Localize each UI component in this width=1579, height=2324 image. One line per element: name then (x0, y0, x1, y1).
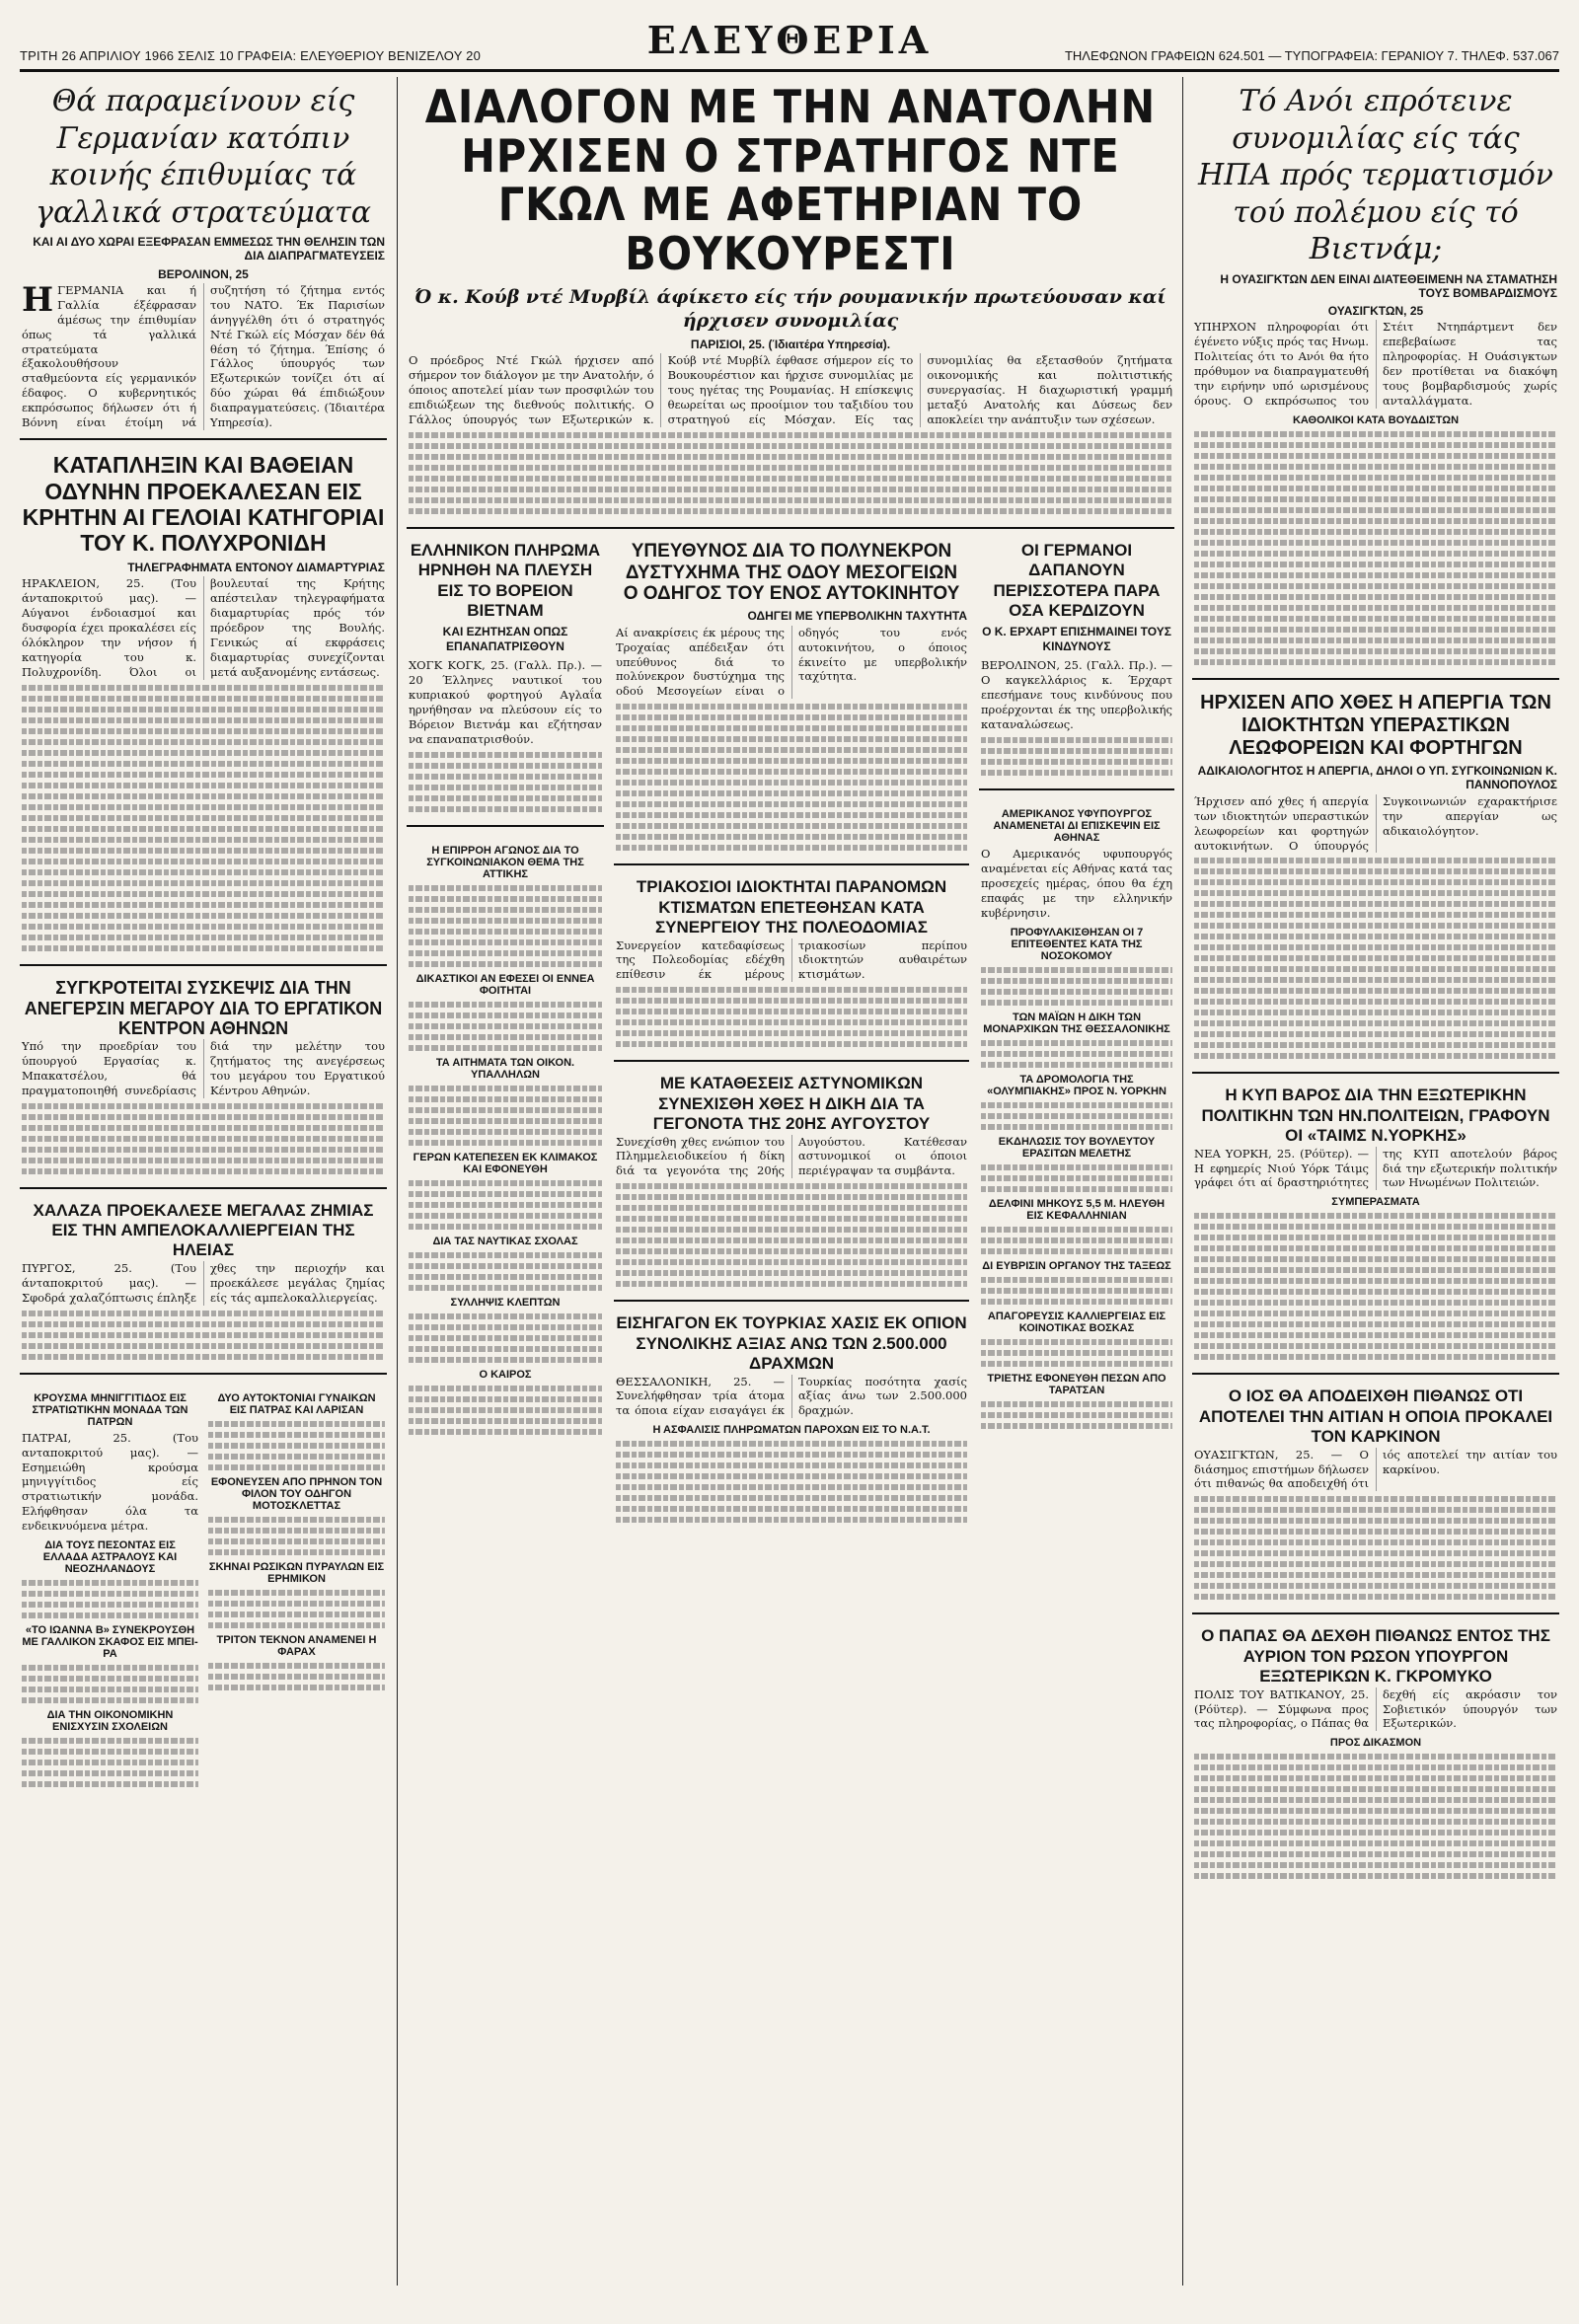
body-text: ΒΕΡΟΛΙΝΟΝ, 25. (Γαλλ. Πρ.). — Ο καγκελλάριος κ. Έρχαρτ επεσήμανε τους κινδύνους που προέρχονται έκ της υπερβολικής καταναλώσεως. (981, 658, 1172, 732)
brief-headline: ΓΕΡΩΝ ΚΑΤΕΠΕΣΕΝ ΕΚ ΚΛΙΜΑΚΟΣ ΚΑΙ ΕΦΟΝΕΥΘΗ (413, 1151, 598, 1175)
headline: ΟΙ ΓΕΡΜΑΝΟΙ ΔΑΠΑΝΟΥΝ ΠΕΡΙΣΣΟΤΕΡΑ ΠΑΡΑ ΟΣΑ ΚΕΡΔΙΖΟΥΝ (993, 540, 1161, 620)
column-right (1192, 77, 1559, 2286)
brief-headline: ΚΑΘΟΛΙΚΟΙ ΚΑΤΑ ΒΟΥΔΔΙΣΤΩΝ (1292, 413, 1460, 426)
minor-briefs-center (407, 833, 604, 1448)
headline: ΗΡΧΙΣΕΝ ΑΠΟ ΧΘΕΣ Η ΑΠΕΡΓΙΑ ΤΩΝ ΙΔΙΟΚΤΗΤΩΝ ΥΠΕΡΑΣΤΙΚΩΝ ΛΕΩΦΟΡΕΙΩΝ ΚΑΙ ΦΟΡΤΗΓΩΝ (1200, 691, 1551, 759)
headline: ΕΙΣΗΓΑΓΟΝ ΕΚ ΤΟΥΡΚΙΑΣ ΧΑΣΙΣ ΕΚ ΟΠΙΟΝ ΣΥΝΟΛΙΚΗΣ ΑΞΙΑΣ ΑΝΩ ΤΩΝ 2.500.000 ΔΡΑΧΜΩΝ (616, 1313, 967, 1374)
body-text: Υπό την προεδρίαν του ύπουργού Εργασίας κ. Μπακατσέλου, θά πραγματοποιηθή συνεδρίασις διά την μελέτην του ζητήματος της ανεγέρσεως του μεγάρου του Εργατικού Κέντρου Αθηνών. (22, 1038, 385, 1097)
brief-headline: Ο ΚΑΙΡΟΣ (479, 1368, 532, 1381)
center-lower (407, 535, 1174, 1542)
brief-headline: ΤΡΙΤΟΝ ΤΕΚΝΟΝ ΑΝΑΜΕΝΕΙ Η ΦΑΡΑΧ (216, 1633, 377, 1658)
article-germans-spending (979, 535, 1174, 790)
brief-headline: ΔΕΛΦΙΝΙ ΜΗΚΟΥΣ 5,5 Μ. ΗΛΕΥΘΗ ΕΙΣ ΚΕΦΑΛΛΗΝΙΑΝ (988, 1197, 1165, 1222)
dateline: ΒΕΡΟΛΙΝΟΝ, 25 (158, 266, 249, 281)
drop-cap: Η (22, 279, 54, 320)
newspaper-title: ΕΛΕΥΘΕΡΙΑ (646, 18, 933, 62)
article-mesogeion-accident (614, 535, 969, 866)
headline: Ο ΙΟΣ ΘΑ ΑΠΟΔΕΙΧΘΗ ΠΙΘΑΝΩΣ ΟΤΙ ΑΠΟΤΕΛΕΙ ΤΗΝ ΑΙΤΙΑΝ Η ΟΠΟΙΑ ΠΡΟΚΑΛΕΙ ΤΟΝ ΚΑΡΚΙΝΟΝ (1198, 1387, 1553, 1447)
article-pope-gromyko (1192, 1620, 1559, 1892)
center-wide-column (614, 535, 969, 1542)
headline: Ο ΠΑΠΑΣ ΘΑ ΔΕΧΘΗ ΠΙΘΑΝΩΣ ΕΝΤΟΣ ΤΗΣ ΑΥΡΙΟΝ ΤΟΝ ΡΩΣΟΝ ΥΠΟΥΡΓΟΝ ΕΞΩΤΕΡΙΚΩΝ Κ. ΓΚΡΟΜΥΚΟ (1201, 1626, 1550, 1687)
brief-headline: ΑΠΑΓΟΡΕΥΣΙΣ ΚΑΛΛΙΕΡΓΕΙΑΣ ΕΙΣ ΚΟΙΝΟΤΙΚΑΣ ΒΟΣΚΑΣ (987, 1310, 1166, 1334)
body-text: Ο πρόεδρος Ντέ Γκώλ ήρχισεν από σήμερον τον διάλογον με την Ανατολήν, ό όποιος αποτελεί μίαν των προσφιλών του επιδιώξεων της διεθνούς πολιτικής. Ο Γάλλος ύπουργός των Εξωτερικών κ. Κούβ ντέ Μυρβίλ έφθασε σήμερον είς το Βουκουρέστιον και ήρχισε συνομιλίας με τους ηγέτας της Ρουμανίας. Η επίσκεψις θεωρείται ως προοίμιον του ταξιδίου του στρατηγού είς Μόσχαν. Είς τας συνομιλίας θα εξετασθούν ζητήματα οικονομικής και πολιτιστικής συνεργασίας. Η διαχωριστική γραμμή μεταξύ Ανατολής και Δύσεως δεν αποκλείει την ανάπτυξιν των σχέσεων. (409, 353, 1172, 426)
newspaper-page (20, 16, 1559, 2286)
masthead (20, 16, 1559, 72)
brief-headline: ΠΡΟΦΥΛΑΚΙΣΘΗΣΑΝ ΟΙ 7 ΕΠΙΤΕΘΕΝΤΕΣ ΚΑΤΑ ΤΗΣ ΝΟΣΟΚΟΜΟΥ (1010, 926, 1144, 962)
brief-headline: ΑΜΕΡΙΚΑΝΟΣ ΥΦΥΠΟΥΡΓΟΣ ΑΝΑΜΕΝΕΤΑΙ ΔΙ ΕΠΙΣΚΕΨΙΝ ΕΙΣ ΑΘΗΝΑΣ (993, 808, 1161, 844)
body-text: ΘΕΣΣΑΛΟΝΙΚΗ, 25. — Συνελήφθησαν τρία άτομα τα όποια είχαν εισαγάγει έκ Τουρκίας ποσότητα χασίς αξίας άνω των 2.500.000 δραχμών. (616, 1374, 967, 1418)
headline: Η ΚΥΠ ΒΑΡΟΣ ΔΙΑ ΤΗΝ ΕΞΩΤΕΡΙΚΗΝ ΠΟΛΙΤΙΚΗΝ ΤΩΝ ΗΝ.ΠΟΛΙΤΕΙΩΝ, ΓΡΑΦΟΥΝ ΟΙ «ΤΑΙΜΣ Ν.ΥΟΡΚΗΣ» (1201, 1086, 1550, 1146)
column-center (407, 77, 1174, 2286)
body-text: ΠΟΛΙΣ ΤΟΥ ΒΑΤΙΚΑΝΟΥ, 25. (Ρόϋτερ). — Σύμφωνα προς τας πληροφορίας, ο Πάπας θα δεχθή είς ακρόασιν τον Σοβιετικόν ύπουργόν των Εξωτερικών. (1194, 1687, 1557, 1731)
body-text: ΥΠΗΡΧΟΝ πληροφορίαι ότι έγένετο νύξις πρός τας Ηνωμ. Πολιτείας ότι το Ανόι θα ήτο πρόθυμον να διαπραγματευθή την ειρήνην υπό ωρισμένους όρους. Ο εκπρόσωπος του Στέιτ Ντηπάρτμεντ δεν επεβεβαίωσε τας πληροφορίας. Η Ουάσιγκτων δεν προτίθεται να διακόψη τους βομβαρδισμούς χωρίς ανταλλάγματα. (1194, 320, 1557, 408)
minor-briefs-mid (979, 796, 1174, 1442)
article-cancer-virus (1192, 1381, 1559, 1614)
deck: ΤΗΛΕΓΡΑΦΗΜΑΤΑ ΕΝΤΟΝΟΥ ΔΙΑΜΑΡΤΥΡΙΑΣ (127, 560, 385, 574)
body-text: ΟΥΑΣΙΓΚΤΩΝ, 25. — Ο διάσημος επιστήμων δήλωσεν ότι πιθανώς θα αποδειχθή ότι ιός αποτελεί την αιτίαν του καρκίνου. (1194, 1447, 1557, 1491)
text-filler (22, 685, 385, 951)
body-text: ΝΕΑ ΥΟΡΚΗ, 25. (Ρόϋτερ). — Η εφημερίς Νιού Υόρκ Τάιμς γράφει ότι αί δραστηριότητες της ΚΥΠ αποτελούν βάρος διά την εξωτερικήν πολιτικήν των Ηνωμένων Πολιτειών. (1194, 1146, 1557, 1190)
article-illegal-buildings (614, 871, 969, 1062)
headline: ΜΕ ΚΑΤΑΘΕΣΕΙΣ ΑΣΤΥΝΟΜΙΚΩΝ ΣΥΝΕΧΙΣΘΗ ΧΘΕΣ Η ΔΙΚΗ ΔΙΑ ΤΑ ΓΕΓΟΝΟΤΑ ΤΗΣ 20ΗΣ ΑΥΓΟΥΣΤΟΥ (652, 1074, 931, 1134)
article-de-gaulle-lead (407, 77, 1174, 529)
brief-headline: ΔΥΟ ΑΥΤΟΚΤΟΝΙΑΙ ΓΥΝΑΙΚΩΝ ΕΙΣ ΠΑΤΡΑΣ ΚΑΙ ΛΑΡΙΣΑΝ (217, 1391, 376, 1416)
body-text: ΠΥΡΓΟΣ, 25. (Του άνταποκριτού μας). — Σφοδρά χαλαζόπτωσις έπληξε χθες την περιοχήν και προεκάλεσε μεγάλας ζημίας είς τάς αμπελοκαλλιεργείας. (22, 1260, 385, 1305)
headline: ΥΠΕΥΘΥΝΟΣ ΔΙΑ ΤΟ ΠΟΛΥΝΕΚΡΟΝ ΔΥΣΤΥΧΗΜΑ ΤΗΣ ΟΔΟΥ ΜΕΣΟΓΕΙΩΝ Ο ΟΔΗΓΟΣ ΤΟΥ ΕΝΟΣ ΑΥΤΟΚΙΝΗΤΟΥ (623, 540, 960, 605)
brief-headline: ΔΙ ΕΥΒΡΙΣΙΝ ΟΡΓΑΝΟΥ ΤΗΣ ΤΑΞΕΩΣ (982, 1259, 1171, 1272)
brief-headline: ΕΚΔΗΛΩΣΙΣ ΤΟΥ ΒΟΥΛΕΥΤΟΥ ΕΡΑΣΙΤΩΝ ΜΕΛΕΤΗΣ (998, 1135, 1156, 1160)
masthead-phone-line: ΤΗΛΕΦΩΝΟΝ ΓΡΑΦΕΙΩΝ 624.501 — ΤΥΠΟΓΡΑΦΕΙΑ: ΓΕΡΑΝΙΟΥ 7. ΤΗΛΕΦ. 537.067 (1064, 48, 1559, 63)
headline: ΕΛΛΗΝΙΚΟΝ ΠΛΗΡΩΜΑ ΗΡΝΗΘΗ ΝΑ ΠΛΕΥΣΗ ΕΙΣ ΤΟ ΒΟΡΕΙΟΝ ΒΙΕΤΝΑΜ (410, 540, 601, 620)
article-aug-20-trial (614, 1068, 969, 1302)
text-filler (22, 1311, 385, 1360)
masthead-date-line: ΤΡΙΤΗ 26 ΑΠΡΙΛΙΟΥ 1966 ΣΕΛΙΣ 10 ΓΡΑΦΕΙΑ: ΕΛΕΥΘΕΡΙΟΥ ΒΕΝΙΖΕΛΟΥ 20 (20, 48, 481, 63)
deck: Ο Κ. ΕΡΧΑΡΤ ΕΠΙΣΗΜΑΙΝΕΙ ΤΟΥΣ ΚΙΝΔΥΝΟΥΣ (982, 625, 1171, 654)
deck: ΟΔΗΓΕΙ ΜΕ ΥΠΕΡΒΟΛΙΚΗΝ ΤΑΧΥΤΗΤΑ (747, 609, 967, 624)
headline: Θά παραμείνουν είς Γερμανίαν κατόπιν κοινής έπιθυμίας τά γαλλικά στρατεύματα (36, 84, 371, 230)
headline: ΤΡΙΑΚΟΣΙΟΙ ΙΔΙΟΚΤΗΤΑΙ ΠΑΡΑΝΟΜΩΝ ΚΤΙΣΜΑΤΩΝ ΕΠΕΤΕΘΗΣΑΝ ΚΑΤΑ ΣΥΝΕΡΓΕΙΟΥ ΤΗΣ ΠΟΛΕΟΔΟΜΙΑΣ (636, 877, 947, 937)
deck: ΚΑΙ ΑΙ ΔΥΟ ΧΩΡΑΙ ΕΞΕΦΡΑΣΑΝ ΕΜΜΕΣΩΣ ΤΗΝ ΘΕΛΗΣΙΝ ΤΩΝ ΔΙΑ ΔΙΑΠΡΑΓΜΑΤΕΥΣΕΙΣ (33, 235, 385, 263)
brief-headline: ΔΙΑ ΤΗΝ ΟΙΚΟΝΟΜΙΚΗΝ ΕΝΙΣΧΥΣΙΝ ΣΧΟΛΕΙΩΝ (46, 1709, 174, 1734)
article-greek-crew (407, 535, 604, 827)
brief-headline: ΔΙΚΑΣΤΙΚΟΙ ΑΝ ΕΦΕΣΕΙ ΟΙ ΕΝΝΕΑ ΦΟΙΤΗΤΑΙ (415, 972, 595, 997)
body-text: Ο Αμερικανός υφυπουργός αναμένεται είς Αθήνας κατά τας προσεχείς ημέρας, όπου θα έχη επαφάς με την ελληνικήν κυβέρνησιν. (981, 847, 1172, 920)
column-grid (20, 77, 1559, 2286)
dateline: ΟΥΑΣΙΓΚΤΩΝ, 25 (1327, 304, 1424, 319)
body-text: ΧΟΓΚ ΚΟΓΚ, 25. (Γαλλ. Πρ.). — 20 Έλληνες ναυτικοί του κυπριακού φορτηγού Αγλαΐα ηρνήθησαν να πλεύσουν είς το Βόρειον Βιετνάμ και εζήτησαν να επαναπατρισθούν. (409, 658, 602, 746)
body-text: ΓΕΡΜΑΝΙΑ και ή Γαλλία έξέφρασαν άμέσως την έπιθυμίαν όπως τά γαλλικά στρατεύματα έξακολουθήσουν σταθμεύοντα είς γερμανικόν έδαφος. Ο κυβερνητικός εκπρόσωπος δήλωσεν ότι ή Βόννη είναι έτοίμη νά συζητήση τό ζήτημα εντός του ΝΑΤΟ. Έκ Παρισίων άνηγγέλθη ότι ό στρατηγός Ντέ Γκώλ είς Μόσχαν δέν θά θέση τό ζήτημα. Έπίσης ό Γάλλος ύπουργός των Εξωτερικών τονίζει ότι αί δύο χώραι θά έπιδιώξουν διαπραγματεύσεις. (Ίδιαιτέρα Υπηρεσία). (22, 282, 385, 430)
brief-headline: «ΤΟ ΙΩΑΝΝΑ Β» ΣΥΝΕΚΡΟΥΣΘΗ ΜΕ ΓΑΛΛΙΚΟΝ ΣΚΑΦΟΣ ΕΙΣ ΜΠΕΙ-ΡΑ (22, 1624, 198, 1661)
brief-headline: ΔΙΑ ΤΑΣ ΝΑΥΤΙΚΑΣ ΣΧΟΛΑΣ (432, 1235, 578, 1247)
brief-headline: ΤΑ ΔΡΟΜΟΛΟΓΙΑ ΤΗΣ «ΟΛΥΜΠΙΑΚΗΣ» ΠΡΟΣ Ν. ΥΟΡΚΗΝ (987, 1073, 1166, 1097)
article-crete-protest (20, 446, 387, 966)
brief-headline: ΚΡΟΥΣΜΑ ΜΗΝΙΓΓΙΤΙΔΟΣ ΕΙΣ ΣΤΡΑΤΙΩΤΙΚΗΝ ΜΟΝΑΔΑ ΤΩΝ ΠΑΤΡΩΝ (32, 1391, 188, 1428)
article-hanoi-talks (1192, 77, 1559, 680)
center-narrow-column (407, 535, 604, 1542)
column-rule (397, 77, 398, 2286)
body-text: ΗΡΑΚΛΕΙΟΝ, 25. (Του άνταποκριτού μας). — Αύγανοι ένδοιασμοί και δυσφορία έχει προκαλέσει είς όλόκληρον την νήσον ή κατηγορία του κ. Πολυχρονίδη. Όλοι οι βουλευταί της Κρήτης απέστειλαν τηλεγραφήματα διαμαρτυρίας πρός τόν πρόεδρον της Βουλής. Γενικώς αί εκφράσεις διαμαρτυρίας συνεχίζονται μετά αυξανομένης εντάσεως. (22, 576, 385, 679)
brief-headline: Η ΑΣΦΑΛΙΣΙΣ ΠΛΗΡΩΜΑΤΩΝ ΠΑΡΟΧΩΝ ΕΙΣ ΤΟ Ν.Α.Τ. (652, 1424, 931, 1437)
article-labor-center (20, 972, 387, 1189)
brief-headline: ΣΥΛΛΗΨΙΣ ΚΛΕΠΤΩΝ (450, 1296, 561, 1309)
brief-headline: ΣΚΗΝΑΙ ΡΩΣΙΚΩΝ ΠΥΡΑΥΛΩΝ ΕΙΣ ΕΡΗΜΙΚΟΝ (208, 1560, 385, 1585)
article-bus-strike (1192, 686, 1559, 1075)
brief-headline: ΤΡΙΕΤΗΣ ΕΦΟΝΕΥΘΗ ΠΕΣΩΝ ΑΠΟ ΤΑΡΑΤΣΑΝ (987, 1372, 1166, 1396)
body-text: Συνεχίσθη χθες ενώπιον του Πλημμελειοδικείου ή δίκη διά τα γεγονότα της 20ής Αυγούστου. Κατέθεσαν αστυνομικοί οι όποιοι περιέγραψαν τα συμβάντα. (616, 1134, 967, 1178)
deck: ΚΑΙ ΕΖΗΤΗΣΑΝ ΟΠΩΣ ΕΠΑΝΑΠΑΤΡΙΣΘΟΥΝ (442, 625, 568, 654)
article-germany-troops (20, 77, 387, 440)
brief-headline: ΤΩΝ ΜΑΪΩΝ Η ΔΙΚΗ ΤΩΝ ΜΟΝΑΡΧΙΚΩΝ ΤΗΣ ΘΕΣΣΑΛΟΝΙΚΗΣ (983, 1011, 1170, 1035)
body-text: ΠΑΤΡΑΙ, 25. (Του ανταποκριτού μας). — Εσημειώθη κρούσμα μηνιγγίτιδος είς στρατιωτικήν μονάδα. Ελήφθησαν όλα τα ενδεικνυόμενα μέτρα. (22, 1430, 198, 1534)
brief-headline: ΔΙΑ ΤΟΥΣ ΠΕΣΟΝΤΑΣ ΕΙΣ ΕΛΛΑΔΑ ΑΣΤΡΑΛΟΥΣ ΚΑΙ ΝΕΟΖΗΛΑΝΔΟΥΣ (42, 1539, 178, 1576)
article-briefs-left (20, 1381, 387, 1801)
brief-headline: ΤΑ ΑΙΤΗΜΑΤΑ ΤΩΝ ΟΙΚΟΝ. ΥΠΑΛΛΗΛΩΝ (435, 1056, 575, 1081)
body-text: Συνεργείον κατεδαφίσεως της Πολεοδομίας εδέχθη επίθεσιν έκ μέρους τριακοσίων περίπου ιδιοκτητών αυθαιρέτων κτισμάτων. (616, 937, 967, 982)
center-right-column (979, 535, 1174, 1542)
text-filler (22, 1103, 385, 1174)
headline: ΧΑΛΑΖΑ ΠΡΟΕΚΑΛΕΣΕ ΜΕΓΑΛΑΣ ΖΗΜΙΑΣ ΕΙΣ ΤΗΝ ΑΜΠΕΛΟΚΑΛΛΙΕΡΓΕΙΑΝ ΤΗΣ ΗΛΕΙΑΣ (33, 1200, 374, 1260)
dateline: ΠΑΡΙΣΙΟΙ, 25. (Ίδιαιτέρα Υπηρεσία). (690, 337, 891, 352)
lead-subheadline: Ό κ. Κούβ ντέ Μυρβίλ άφίκετο είς τήν ρουμανικήν πρωτεύουσαν καί ήρχισεν συνομιλίας (414, 285, 1166, 333)
column-left (20, 77, 387, 2286)
article-cia-nyt (1192, 1080, 1559, 1375)
body-text: Ήρχισεν από χθες ή απεργία των ιδιοκτητών υπεραστικών λεωφορείων και φορτηγών αυτοκινήτων. Ο ύπουργός Συγκοινωνιών εχαρακτήρισε την απεργίαν ως αδικαιολόγητον. (1194, 793, 1557, 853)
article-hashish-turkey (614, 1308, 969, 1536)
article-hail-ilia (20, 1195, 387, 1375)
body-text: Αί ανακρίσεις έκ μέρους της Τροχαίας απέδειξαν ότι υπεύθυνος διά το πολύνεκρον δυστύχημα της οδού Μεσογείων είναι ο οδηγός του ενός αυτοκινήτου, ο όποιος έκινείτο με υπερβολικήν ταχύτητα. (616, 625, 967, 699)
deck: Η ΟΥΑΣΙΓΚΤΩΝ ΔΕΝ ΕΙΝΑΙ ΔΙΑΤΕΘΕΙΜΕΝΗ ΝΑ ΣΤΑΜΑΤΗΣΗ ΤΟΥΣ ΒΟΜΒΑΡΔΙΣΜΟΥΣ (1220, 271, 1557, 300)
headline: ΚΑΤΑΠΛΗΞΙΝ ΚΑΙ ΒΑΘΕΙΑΝ ΟΔΥΝΗΝ ΠΡΟΕΚΑΛΕΣΑΝ ΕΙΣ ΚΡΗΤΗΝ ΑΙ ΓΕΛΟΙΑΙ ΚΑΤΗΓΟΡΙΑΙ ΤΟΥ Κ. ΠΟΛΥΧΡΟΝΙΔΗ (22, 452, 385, 557)
deck: ΑΔΙΚΑΙΟΛΟΓΗΤΟΣ Η ΑΠΕΡΓΙΑ, ΔΗΛΟΙ Ο ΥΠ. ΣΥΓΚΟΙΝΩΝΙΩΝ Κ. ΠΑΝΝΟΠΟΥΛΟΣ (1197, 763, 1557, 792)
brief-headline: ΣΥΜΠΕΡΑΣΜΑΤΑ (1331, 1196, 1420, 1209)
article-body (22, 279, 385, 430)
brief-headline: ΠΡΟΣ ΔΙΚΑΣΜΟΝ (1329, 1737, 1422, 1750)
column-rule (1182, 77, 1183, 2286)
brief-headline: Η ΕΠΙΡΡΟΗ ΑΓΩΝΟΣ ΔΙΑ ΤΟ ΣΥΓΚΟΙΝΩΝΙΑΚΟΝ ΘΕΜΑ ΤΗΣ ΑΤΤΙΚΗΣ (426, 844, 584, 880)
lead-headline: ΔΙΑΛΟΓΟΝ ΜΕ ΤΗΝ ΑΝΑΤΟΛΗΝ ΗΡΧΙΣΕΝ Ο ΣΤΡΑΤΗΓΟΣ ΝΤΕ ΓΚΩΛ ΜΕ ΑΦΕΤΗΡΙΑΝ ΤΟ ΒΟΥΚΟΥΡΕΣΤΙ (424, 80, 1157, 281)
headline: Τό Ανόι επρότεινε συνομιλίας είς τάς ΗΠΑ πρός τερματισμόν τού πολέμου είς τό Βιετνάμ; (1198, 84, 1553, 266)
headline: ΣΥΓΚΡΟΤΕΙΤΑΙ ΣΥΣΚΕΨΙΣ ΔΙΑ ΤΗΝ ΑΝΕΓΕΡΣΙΝ ΜΕΓΑΡΟΥ ΔΙΑ ΤΟ ΕΡΓΑΤΙΚΟΝ ΚΕΝΤΡΟΝ ΑΘΗΝΩΝ (24, 977, 383, 1039)
brief-headline: ΕΦΟΝΕΥΣΕΝ ΑΠΟ ΠΡΗΝΟΝ ΤΟΝ ΦΙΛΟΝ ΤΟΥ ΟΔΗΓΟΝ ΜΟΤΟΣΚΛΕΤΤΑΣ (210, 1475, 383, 1512)
